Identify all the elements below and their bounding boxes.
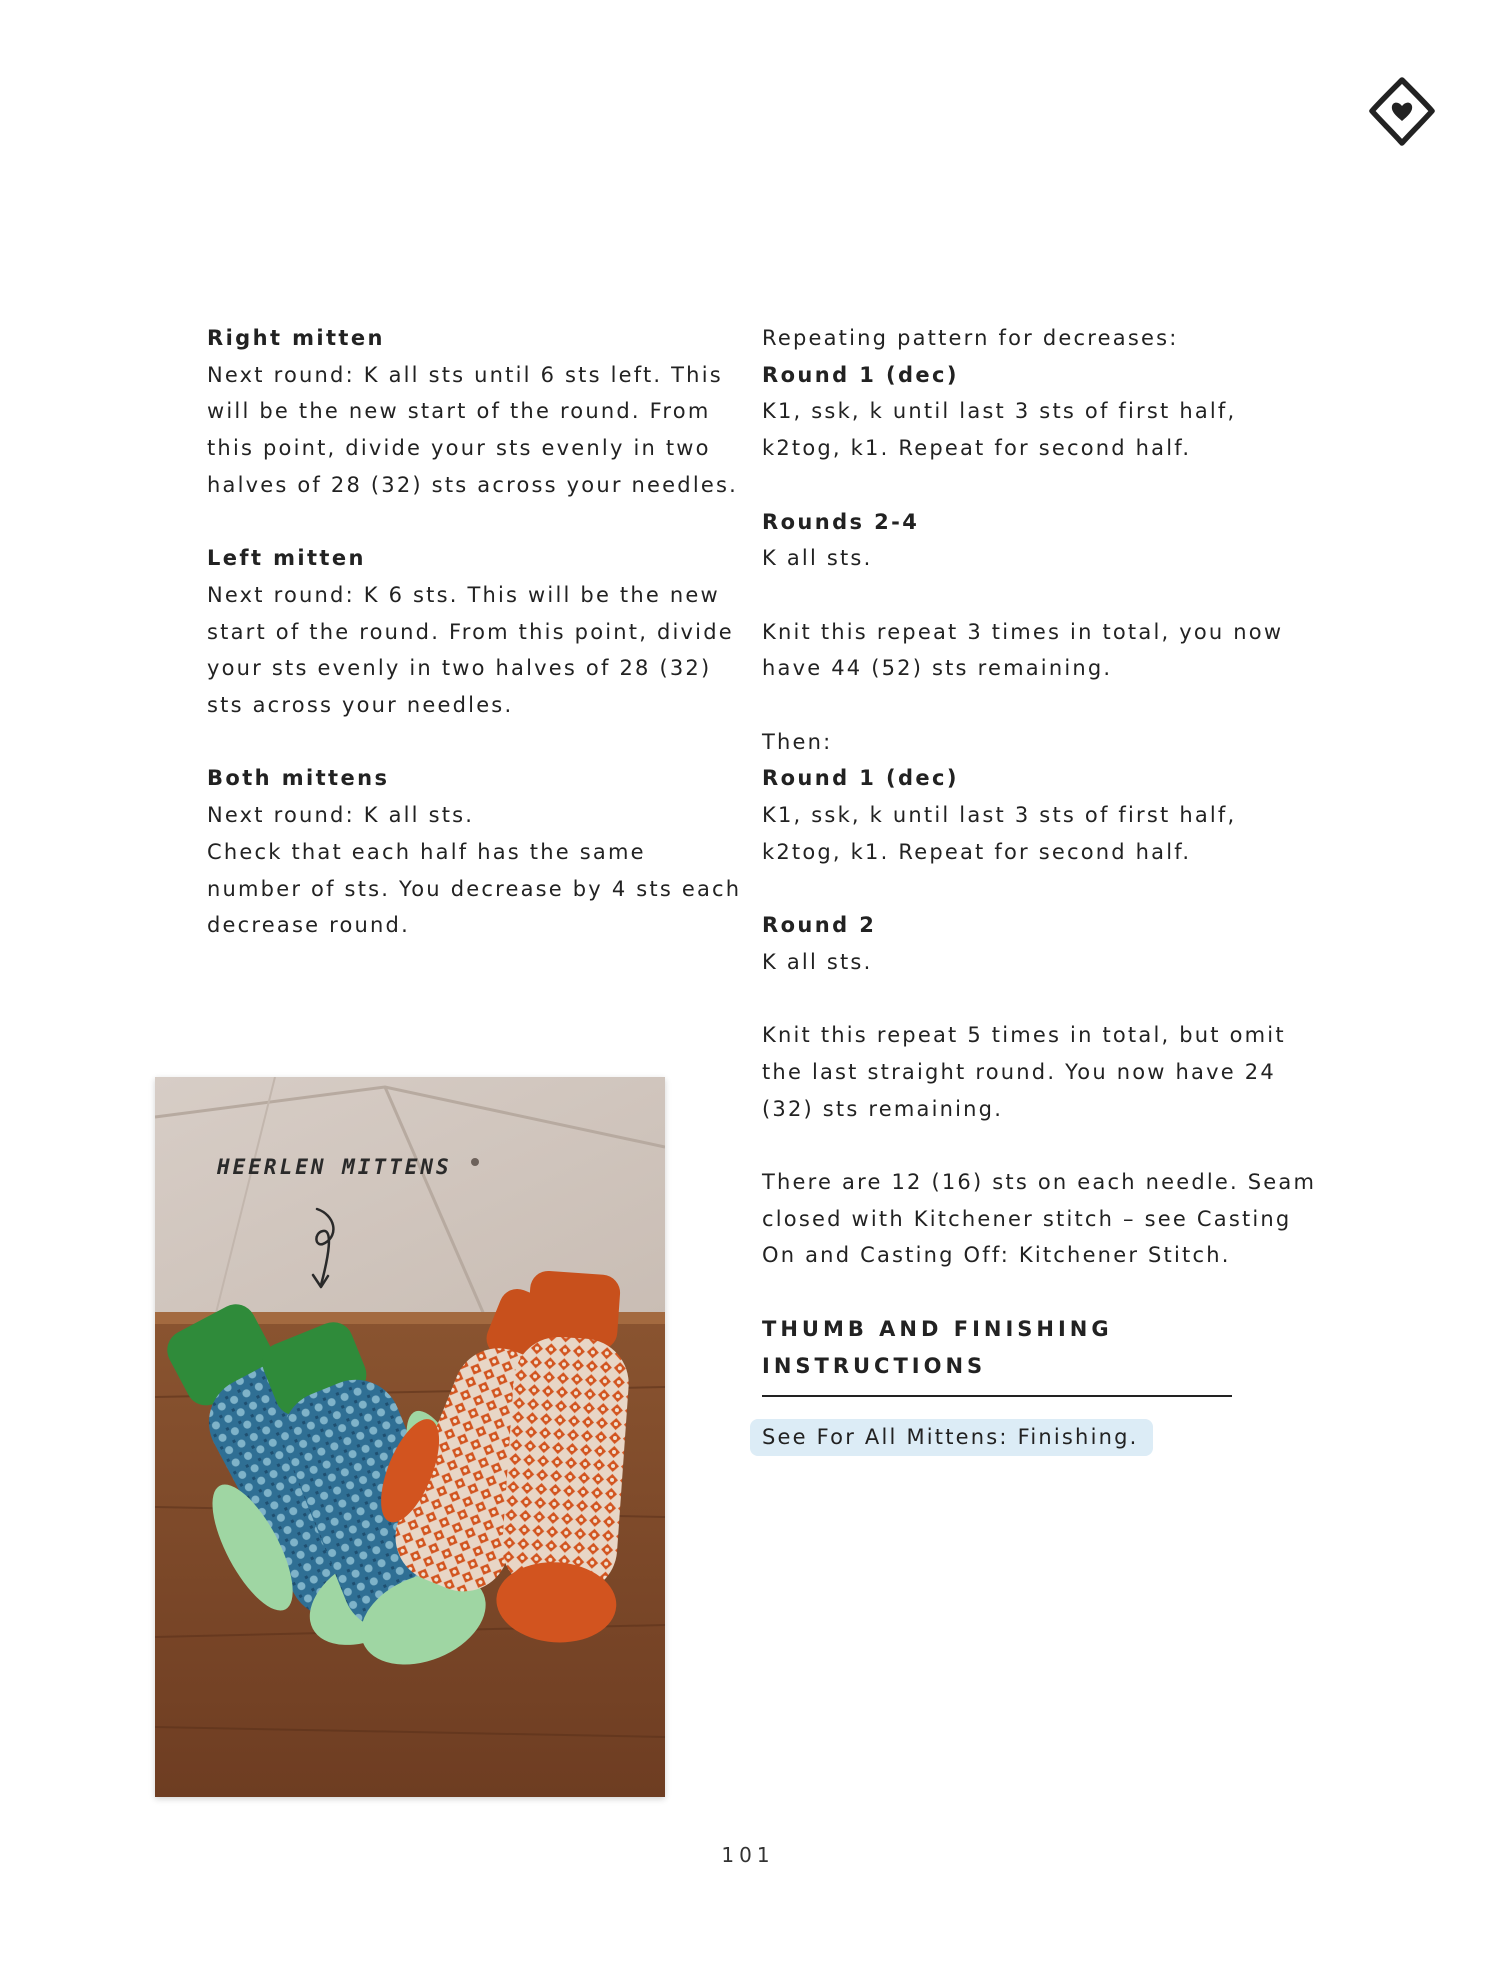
body-text-line: (32) sts remaining. [762,1096,1004,1121]
body-text-line: your sts evenly in two halves of 28 (32) [207,656,712,681]
body-text-line: decrease round. [207,913,410,938]
body-text-line: Next round: K 6 sts. This will be the new [207,582,720,607]
paragraph-gap [762,687,1242,724]
body-text-line: K1, ssk, k until last 3 sts of first half, [762,803,1237,828]
body-text-line: K1, ssk, k until last 3 sts of first half, [762,399,1237,424]
body-text-line: Then: [762,729,833,754]
body-text-line: this point, divide your sts evenly in two [207,436,711,461]
paragraph-gap [762,871,1242,908]
body-text-line: halves of 28 (32) sts across your needles. [207,472,739,497]
body-text-line: Repeating pattern for decreases: [762,326,1179,350]
body-text-line: Next round: K all sts. [207,803,475,828]
body-text-line: Knit this repeat 5 times in total, but omit [762,1023,1286,1048]
paragraph-gap [207,724,687,761]
body-text-line: number of sts. You decrease by 4 sts each [207,876,742,901]
paragraph-gap [762,577,1242,614]
body-text-line: Check that each half has the same [207,839,646,864]
subheading: Right mitten [207,326,385,350]
subheading: Rounds 2-4 [762,509,920,534]
body-text-line: k2tog, k1. Repeat for second half. [762,839,1192,864]
right-column-text [762,320,1317,1311]
photo-label: HEERLEN MITTENS [217,1155,452,1179]
body-text-line: will be the new start of the round. From [207,399,711,424]
paragraph-gap [762,1127,1242,1164]
section-divider [762,1395,1232,1397]
body-text-line: Knit this repeat 3 times in total, you now [762,619,1284,644]
diamond-heart-icon [1365,75,1439,149]
body-text-line: There are 12 (16) sts on each needle. Seam [762,1170,1317,1195]
subheading: Left mitten [207,546,366,571]
left-column [207,320,742,944]
mittens-photo [155,1077,665,1797]
paragraph-gap [762,981,1242,1018]
paragraph-gap [762,1274,1242,1311]
subheading: Round 2 [762,913,877,938]
body-text-line: have 44 (52) sts remaining. [762,656,1113,681]
body-text-line: sts across your needles. [207,693,514,718]
finishing-link[interactable]: See For All Mittens: Finishing. [750,1419,1153,1456]
body-text-line: start of the round. From this point, divide [207,619,734,644]
body-text-line: On and Casting Off: Kitchener Stitch. [762,1243,1231,1268]
body-text-line: K all sts. [762,546,873,571]
section-title-line-1: THUMB AND FINISHING [762,1316,1113,1341]
curly-arrow-icon [295,1205,355,1295]
page-number: 101 [721,1843,775,1867]
subheading: Both mittens [207,766,390,791]
right-column [762,320,1317,1456]
body-text-line: Next round: K all sts until 6 sts left. This [207,362,723,387]
body-text-line: the last straight round. You now have 24 [762,1059,1276,1084]
section-title [762,1311,1242,1385]
subheading: Round 1 (dec) [762,766,959,791]
body-text-line: k2tog, k1. Repeat for second half. [762,436,1192,461]
paragraph-gap [762,467,1242,504]
subheading: Round 1 (dec) [762,362,959,387]
body-text-line: closed with Kitchener stitch – see Casting [762,1206,1292,1231]
section-title-line-2: INSTRUCTIONS [762,1353,987,1378]
body-text-line: K all sts. [762,949,873,974]
paragraph-gap [207,504,687,541]
